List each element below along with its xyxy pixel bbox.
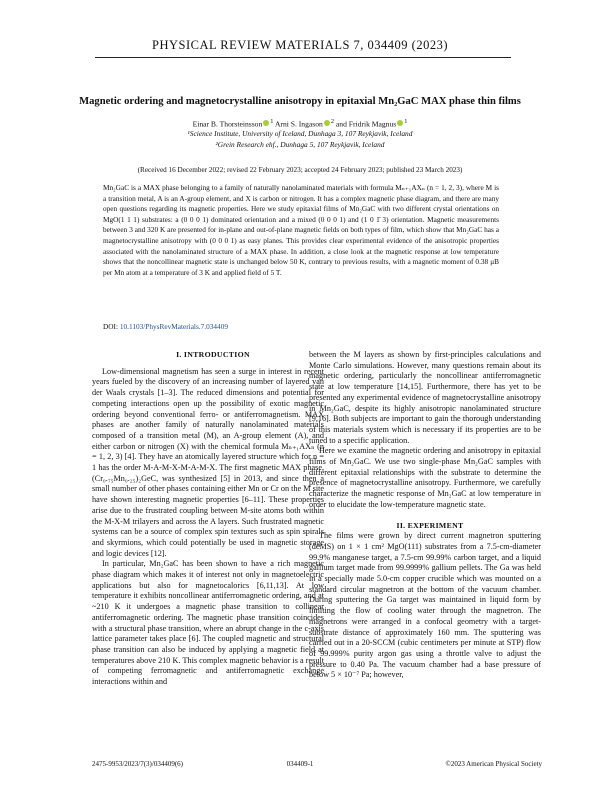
received-dates: (Received 16 December 2022; revised 22 February 2023; accepted 24 February 2023; published 23 March 2023) xyxy=(137,166,463,174)
doi-label: DOI: xyxy=(103,322,118,331)
section-gap xyxy=(309,511,541,521)
affiliation: ¹Science Institute, University of Iceland, Dunhaga 3, 107 Reykjavik, Iceland xyxy=(187,129,413,138)
left-column xyxy=(92,350,324,688)
author-affil-mark: 2 xyxy=(330,118,334,125)
paragraph: between the M layers as shown by first-principles calculations and Monte Carlo simulations. However, many questions remain about its magnetic ordering, particularly the noncollinear antiferromagnetic state at low temperature [14,15]. Furthermore, there has yet to be presented any experimental evidence of magnetocrystalline anisotropy in Mn₂GaC, despite its highly anisotropic nanolaminated structure [9,16]. Both subjects are important to gain the thorough understanding of this materials system which is necessary if its properties are to be tuned to a specific application. xyxy=(309,350,541,445)
section-heading: II. EXPERIMENT xyxy=(396,520,464,530)
orcid-icon[interactable] xyxy=(263,120,269,126)
author-name[interactable]: Arni S. Ingason xyxy=(274,119,323,129)
section-heading: I. INTRODUCTION xyxy=(176,350,250,359)
author-name[interactable]: and Fridrik Magnus xyxy=(335,119,397,129)
right-column xyxy=(309,350,541,681)
orcid-icon[interactable] xyxy=(397,120,403,126)
author-affil-mark: 1 xyxy=(270,118,274,125)
orcid-icon[interactable] xyxy=(324,120,330,126)
footer-issn: 2475-9953/2023/7(3)/034409(6) xyxy=(92,760,183,768)
journal-header: PHYSICAL REVIEW MATERIALS 7, 034409 (2023) xyxy=(152,38,448,52)
abstract: Mn₂GaC is a MAX phase belonging to a family of naturally nanolaminated materials with formula Mₙ₊₁AXₙ (n = 1, 2, 3), where M is a transition metal, A is an A-group element, and X is carbon or nitrogen. It has a complex magnetic phase diagram, and there are many open questions regarding its magnetic properties. Here we study epitaxial films of Mn₂GaC with two different crystal orientations on MgO(1 1 1) substrates: a (0 0 0 1) dominated orientation and a mixed (0 0 0 1) and (1 0 1̄ 3) orientation. Magnetic measurements between 3 and 320 K are presented for in-plane and out-of-plane magnetic fields on both types of film, which show that Mn₂GaC has a magnetocrystalline anisotropy with (0 0 0 1) as easy planes. This provides clear experimental evidence of the anisotropic properties associated with the nanolaminated structure of a MAX phase. In addition, a close look at the magnetic response at low temperature shows that the noncollinear magnetic state is unchanged below 50 K, contrary to previous results, with a magnetic moment of 0.38 μB per Mn atom at a temperature of 3 K and applied field of 5 T. xyxy=(103,183,499,277)
doi-link[interactable]: 10.1103/PhysRevMaterials.7.034409 xyxy=(119,322,228,331)
doi-line xyxy=(103,322,228,331)
footer-page-number: 034409-1 xyxy=(286,760,314,768)
header-rule xyxy=(95,57,511,58)
paper-title: Magnetic ordering and magnetocrystalline anisotropy in epitaxial Mn₂GaC MAX phase thin films xyxy=(79,96,521,107)
paragraph: In particular, Mn₂GaC has been shown to have a rich magnetic phase diagram which makes it of interest not only in magnetoelectric applications but also for magnetocalorics [6,11,13]. At low temperature it exhibits noncollinear antiferromagnetic ordering, and at ~210 K it undergoes a magnetic phase transition to collinear antiferromagnetic ordering. The magnetic phase transition coincides with a structural phase transition, where an abrupt change in the c-axis lattice parameter takes place [6]. The coupled magnetic and structural phase transition can also be induced by applying a magnetic field at temperatures above 210 K. This complex magnetic behavior is a result of competing ferromagnetic and antiferromagnetic exchange interactions within and xyxy=(92,559,324,687)
paragraph: The films were grown by direct current magnetron sputtering (dcMS) on 1 × 1 cm² MgO(111) substrates from a 7.5-cm-diameter 99.9% manganese target, a 7.5-cm 99.99% carbon target, and a liquid gallium target made from 99.9999% gallium pellets. The Ga was held in a specially made 5.0-cm copper crucible which was mounted on a standard circular magnetron at the bottom of the vacuum chamber. During sputtering the Ga target was maintained in liquid form by limiting the flow of cooling water through the magnetron. The magnetrons were arranged in a confocal geometry with a target-substrate distance of approximately 160 mm. The sputtering was carried out in a 20-SCCM (cubic centimeters per minute at STP) flow of 99.999% purity argon gas using a throttle valve to adjust the pressure to 0.40 Pa. The vacuum chamber had a base pressure of below 5 × 10⁻⁷ Pa; however, xyxy=(309,531,541,680)
affiliation: ²Grein Research ehf., Dunhaga 5, 107 Reykjavik, Iceland xyxy=(215,140,385,149)
paragraph: Low-dimensional magnetism has seen a surge in interest in recent years fueled by the discovery of an increasing number of layered van der Waals crystals [1–3]. The reduced dimensions and potential for competing interactions open up the possibility of exotic magnetic ordering beyond conventional ferro- or antiferromagnetism. MAX phases are another family of naturally nanolaminated materials composed of a transition metal (M), an A-group element (A), and either carbon or nitrogen (X) with the chemical formula Mₙ₊₁AXₙ (n = 1, 2, 3) [4]. They have an atomically layered structure which for n = 1 has the order M-A-M-X-M-A-M-X. The first magnetic MAX phase, (Cr₀.₇₅Mn₀.₂₅)₂GeC, was synthesized [5] in 2013, and since then a small number of other phases containing either Mn or Cr on the M site have shown interesting magnetic properties [6–11]. These properties arise due to the frustrated coupling between M-site atoms both within the M-X-M trilayers and across the A layers. Such frustrated magnetic systems can be a source of complex spin textures such as spin spirals and skyrmions, which could potentially be used in magnetic storage and logic devices [12]. xyxy=(92,366,324,558)
author-affil-mark: 1 xyxy=(404,118,408,125)
footer-copyright: ©2023 American Physical Society xyxy=(445,760,542,768)
paragraph: Here we examine the magnetic ordering and anisotropy in epitaxial films of Mn₂GaC. We use two single-phase Mn₂GaC samples with different epitaxial relationships with the substrate to determine the presence of magnetocrystalline anisotropy. Furthermore, we carefully characterize the magnetic response of Mn₂GaC at low temperature in order to elucidate the low-temperature magnetic state. xyxy=(309,446,541,509)
author-name[interactable]: Einar B. Thorsteinsson xyxy=(192,119,263,129)
author-list xyxy=(40,118,560,129)
